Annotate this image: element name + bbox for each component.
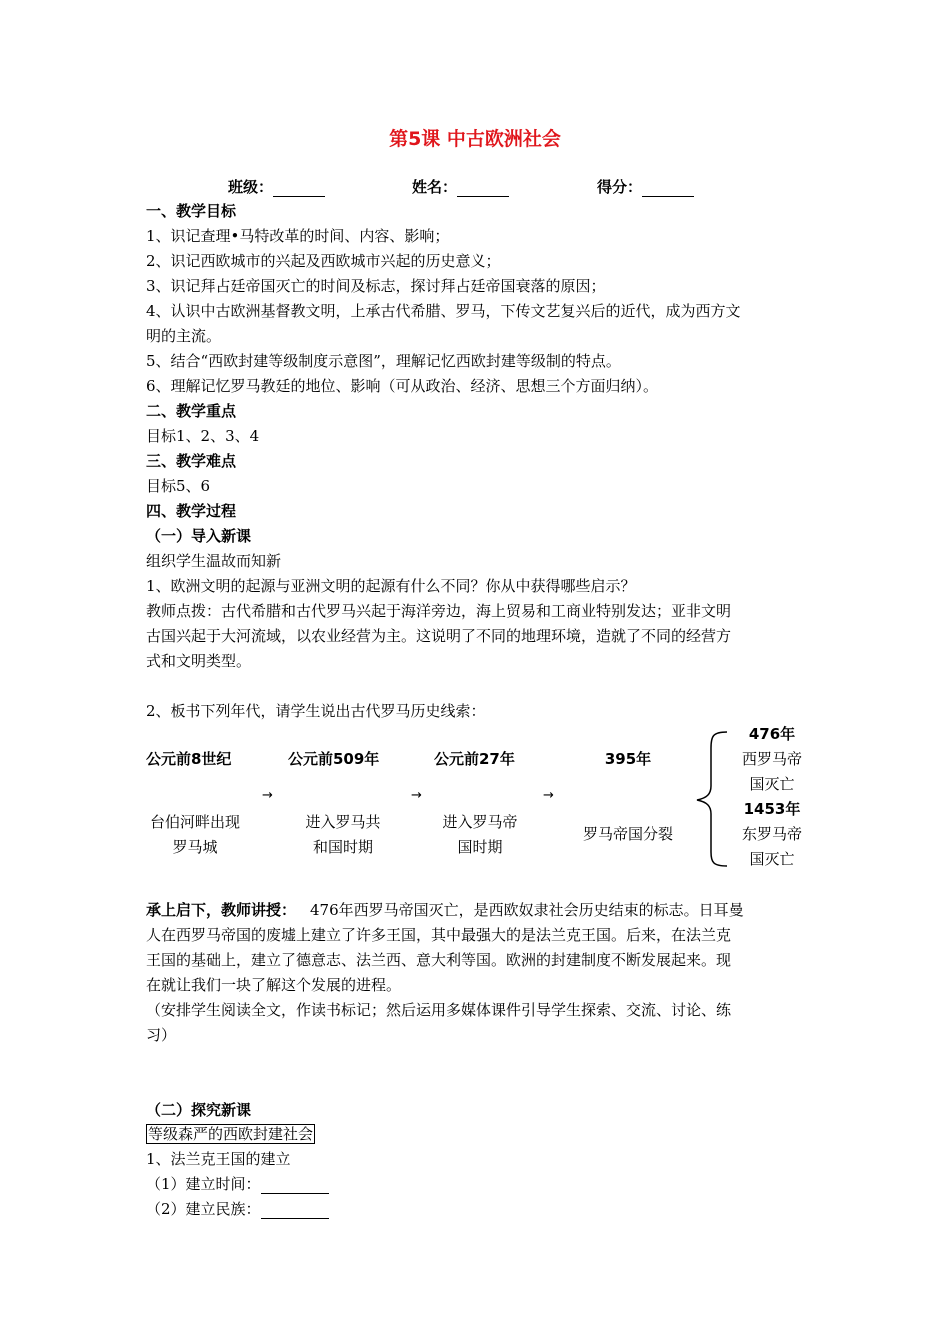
name-blank	[457, 181, 509, 197]
branch-date: 476年	[748, 725, 796, 743]
transition-text: 476年西罗马帝国灭亡，是西欧奴隶社会历史结束的标志。日耳曼	[310, 901, 744, 919]
transition-line: 王国的基础上，建立了德意志、法兰西、意大利等国。欧洲的封建制度不断发展起来。现	[146, 951, 732, 969]
branch-event: 国灭亡	[749, 850, 795, 868]
name-field	[412, 176, 509, 197]
branch-event: 西罗马帝	[741, 750, 802, 768]
explore-blank-line	[146, 1174, 329, 1194]
intro-line: 古国兴起于大河流域，以农业经营为主。这说明了不同的地理环境，造就了不同的经营方	[146, 627, 732, 645]
boxed-title-wrap	[146, 1124, 315, 1144]
class-blank	[273, 181, 325, 197]
branch-event: 东罗马帝	[741, 825, 802, 843]
transition-line: 人在西罗马帝国的废墟上建立了许多王国，其中最强大的是法兰克王国。后来，在法兰克	[146, 926, 732, 944]
name-label: 姓名：	[412, 178, 458, 196]
arrow-icon: →	[262, 788, 273, 803]
founding-time-label: （1）建立时间：	[146, 1175, 261, 1193]
intro-heading: （一）导入新课	[146, 527, 252, 545]
transition-line: 习）	[146, 1026, 177, 1044]
founding-time-blank	[261, 1178, 329, 1194]
score-blank	[642, 181, 694, 197]
goal-line: 明的主流。	[146, 327, 222, 345]
timeline-event: 进入罗马帝	[442, 813, 518, 831]
timeline-event: 台伯河畔出现	[149, 813, 240, 831]
branch-date: 1453年	[743, 800, 801, 818]
timeline-date: 395年	[604, 750, 652, 768]
arrow-icon: →	[411, 788, 422, 803]
timeline-date: 公元前27年	[434, 750, 515, 768]
founding-people-blank	[261, 1203, 329, 1219]
timeline-date: 公元前509年	[288, 750, 380, 768]
goals-heading: 一、教学目标	[146, 202, 237, 220]
class-label: 班级：	[228, 178, 274, 196]
timeline-event: 罗马城	[172, 838, 218, 856]
branch-event: 国灭亡	[749, 775, 795, 793]
key-heading: 二、教学重点	[146, 402, 237, 420]
key-text: 目标1、2、3、4	[146, 427, 260, 445]
board-line: 2、板书下列年代，请学生说出古代罗马历史线索：	[146, 702, 486, 720]
timeline-event: 进入罗马共	[305, 813, 381, 831]
timeline-event: 国时期	[457, 838, 503, 856]
transition-line: （安排学生阅读全文，作读书标记；然后运用多媒体课件引导学生探索、交流、讨论、练	[146, 1001, 732, 1019]
goal-line: 1、识记查理•马特改革的时间、内容、影响；	[146, 227, 450, 245]
explore-heading: （二）探究新课	[146, 1101, 252, 1119]
goal-line: 6、理解记忆罗马教廷的地位、影响（可从政治、经济、思想三个方面归纳）。	[146, 377, 659, 395]
arrow-icon: →	[543, 788, 554, 803]
transition-label: 承上启下，教师讲授：	[146, 901, 297, 919]
class-field	[228, 176, 325, 197]
process-heading: 四、教学过程	[146, 502, 237, 520]
goal-line: 2、识记西欧城市的兴起及西欧城市兴起的历史意义；	[146, 252, 501, 270]
timeline-date: 公元前8世纪	[146, 750, 232, 768]
goal-line: 3、识记拜占廷帝国灭亡的时间及标志，探讨拜占廷帝国衰落的原因；	[146, 277, 606, 295]
goal-line: 4、认识中古欧洲基督教文明，上承古代希腊、罗马，下传文艺复兴后的近代，成为西方文	[146, 302, 741, 320]
transition-line: 在就让我们一块了解这个发展的进程。	[146, 976, 402, 994]
timeline-event: 罗马帝国分裂	[582, 825, 673, 843]
intro-line: 1、欧洲文明的起源与亚洲文明的起源有什么不同？你从中获得哪些启示？	[146, 577, 636, 595]
difficult-heading: 三、教学难点	[146, 452, 237, 470]
transition-first-line	[146, 900, 744, 920]
intro-line: 教师点拨：古代希腊和古代罗马兴起于海洋旁边，海上贸易和工商业特别发达；亚非文明	[146, 602, 732, 620]
explore-blank-line	[146, 1199, 329, 1219]
intro-line: 式和文明类型。	[146, 652, 252, 670]
boxed-title: 等级森严的西欧封建社会	[148, 1125, 314, 1143]
score-field	[597, 176, 694, 197]
explore-line: 1、法兰克王国的建立	[146, 1150, 291, 1168]
timeline-event: 和国时期	[312, 838, 373, 856]
difficult-text: 目标5、6	[146, 477, 211, 495]
page-title: 第5课 中古欧洲社会	[389, 128, 561, 150]
goal-line: 5、结合“西欧封建等级制度示意图”，理解记忆西欧封建等级制的特点。	[146, 352, 621, 370]
score-label: 得分：	[597, 178, 643, 196]
founding-people-label: （2）建立民族：	[146, 1200, 261, 1218]
intro-line: 组织学生温故而知新	[146, 552, 282, 570]
